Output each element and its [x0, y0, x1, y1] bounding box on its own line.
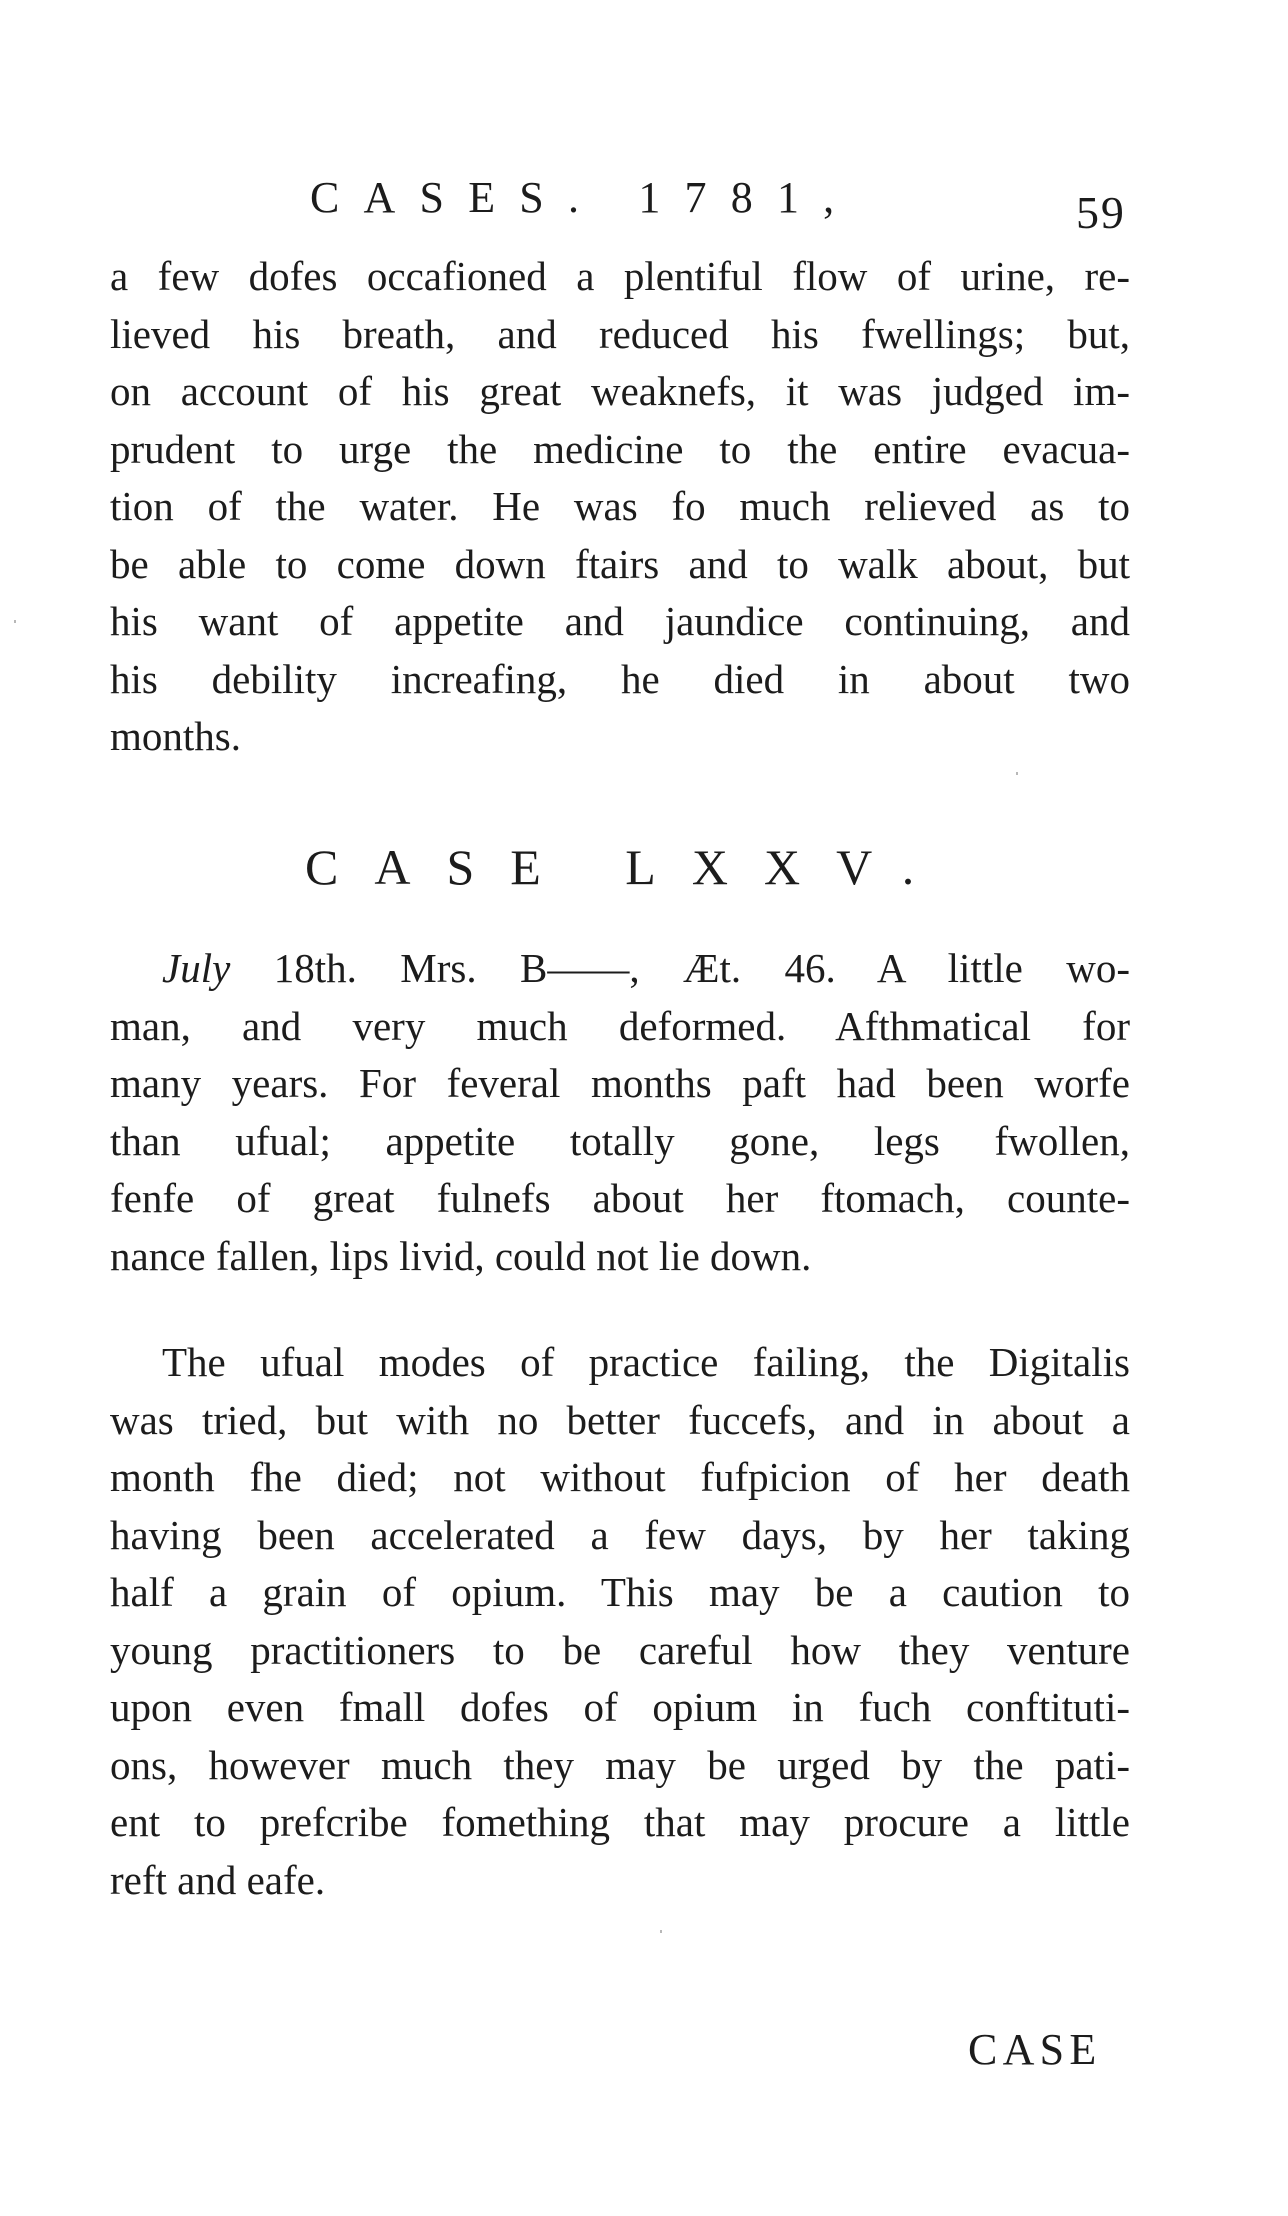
text-line: upon even fmall dofes of opium in fuch conftituti- — [110, 1684, 1130, 1730]
month-word: July — [162, 945, 231, 991]
text-line: having been accelerated a few days, by her taking — [110, 1511, 1130, 1558]
running-head: CASES. 1781, — [310, 173, 859, 222]
text-line: lieved his breath, and reduced his fwellings; but, — [110, 310, 1130, 357]
paper-speck — [1016, 772, 1018, 775]
text-line: nance fallen, lips livid, could not lie down. — [110, 1232, 812, 1279]
treatment-paragraph — [110, 1334, 1130, 1909]
case-description — [110, 940, 1130, 1285]
text-line: July 18th. Mrs. B——, Æt. 46. A little wo- — [162, 945, 1130, 991]
text-line: be able to come down ftairs and to walk about, but — [110, 540, 1130, 587]
text-line: was tried, but with no better fuccefs, and in about a — [110, 1396, 1130, 1443]
page-number: 59 — [1076, 187, 1126, 238]
text-line: The ufual modes of practice failing, the Digitalis — [162, 1339, 1130, 1385]
text-line: fenfe of great fulnefs about her ftomach, counte- — [110, 1175, 1130, 1221]
text-line: ent to prefcribe fomething that may procure a little — [110, 1799, 1130, 1845]
text-line: than ufual; appetite totally gone, legs fwollen, — [110, 1117, 1130, 1164]
text-line: ons, however much they may be urged by the pati- — [110, 1741, 1130, 1788]
text-line: young practitioners to be careful how they venture — [110, 1626, 1130, 1673]
text-line: his want of appetite and jaundice continuing, and — [110, 598, 1130, 644]
text-line: many years. For feveral months paft had been worfe — [110, 1060, 1130, 1106]
text-line: prudent to urge the medicine to the entire evacua- — [110, 425, 1130, 472]
text-line: half a grain of opium. This may be a caution to — [110, 1569, 1130, 1615]
text-line: tion of the water. He was fo much relieved as to — [110, 483, 1130, 529]
text-line: on account of his great weaknefs, it was judged im- — [110, 368, 1130, 414]
paper-speck — [14, 620, 16, 623]
text-line: man, and very much deformed. Afthmatical for — [110, 1002, 1130, 1049]
text-line: his debility increafing, he died in about two — [110, 655, 1130, 702]
text-line: a few dofes occafioned a plentiful flow of urine, re- — [110, 253, 1130, 299]
catchword: CASE — [968, 2025, 1102, 2074]
paper-speck — [660, 1930, 662, 1933]
text-line: months. — [110, 713, 241, 759]
text-line: month fhe died; not without fufpicion of her death — [110, 1454, 1130, 1500]
case-heading: CASE LXXV. — [305, 839, 951, 895]
paragraph-continuation — [110, 248, 1130, 766]
text-line: reft and eafe. — [110, 1856, 326, 1903]
